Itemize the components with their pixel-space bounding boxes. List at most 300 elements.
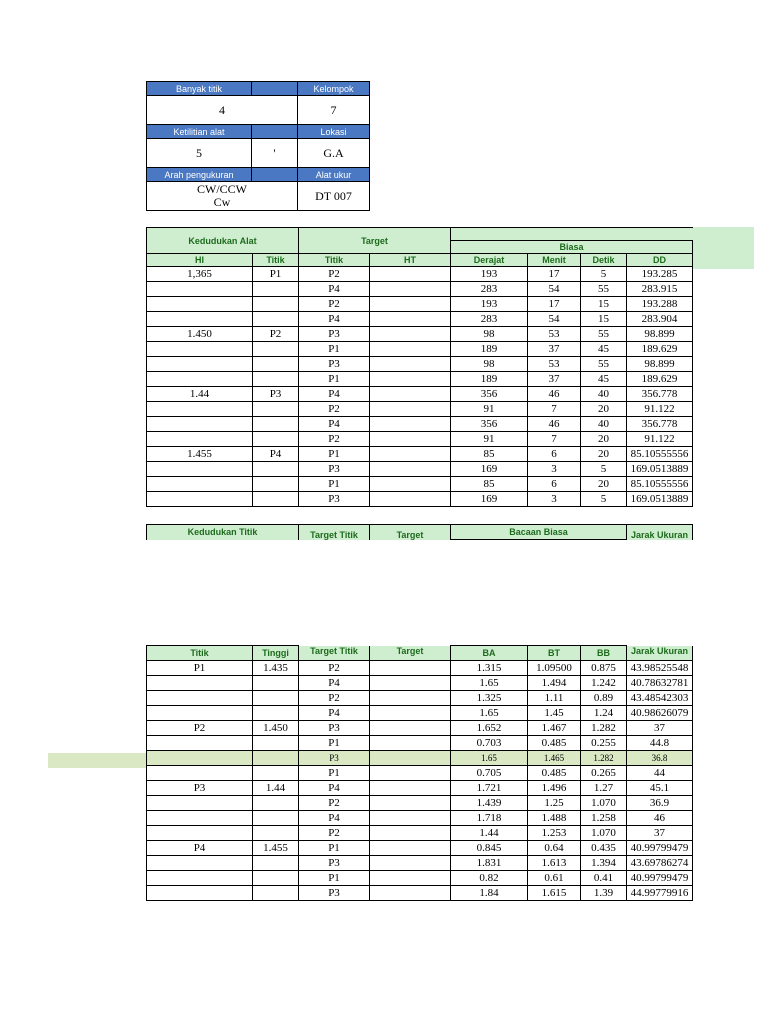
col-header-derajat: Derajat	[451, 254, 528, 267]
lokasi-label: Lokasi	[298, 125, 370, 139]
hi-cell	[147, 462, 253, 477]
dd-cell: 356.778	[627, 387, 693, 402]
derajat-cell: 189	[451, 372, 528, 387]
bb-cell: 1.258	[581, 811, 627, 826]
bb-cell: 0.41	[581, 871, 627, 886]
table-row	[147, 841, 693, 856]
jarak-cell: 40.99799479	[627, 841, 693, 856]
ba-cell: 1.718	[451, 811, 528, 826]
titik-target-cell: P4	[299, 312, 370, 327]
target-titik-header: Target Titik	[299, 525, 370, 540]
bt-cell: 1.253	[528, 826, 581, 841]
ht-cell	[370, 447, 451, 462]
table-row	[147, 886, 693, 901]
ketelitian-unit: '	[252, 139, 298, 168]
ketelitian-value: 5	[147, 139, 252, 168]
target-titik-cell: P3	[299, 856, 370, 871]
titik-cell	[147, 796, 253, 811]
titik-target-cell: P3	[299, 327, 370, 342]
jarak-ukuran-header: Jarak Ukuran	[627, 525, 693, 540]
menit-cell: 17	[528, 267, 581, 282]
bt-cell: 1.613	[528, 856, 581, 871]
target-titik-cell: P2	[299, 826, 370, 841]
tinggi-cell: 1.44	[253, 781, 299, 796]
bt-cell: 1.25	[528, 796, 581, 811]
titik-alat-cell	[253, 312, 299, 327]
bt-cell: 1.615	[528, 886, 581, 901]
biasa-header: Biasa	[451, 241, 693, 254]
bb-cell: 0.265	[581, 766, 627, 781]
table-row	[147, 751, 693, 766]
kelompok-value: 7	[298, 96, 370, 125]
bt-cell: 1.494	[528, 676, 581, 691]
titik-target-cell: P2	[299, 402, 370, 417]
titik-target-cell: P1	[299, 342, 370, 357]
titik-alat-cell	[253, 297, 299, 312]
hi-cell	[147, 402, 253, 417]
titik-alat-cell: P3	[253, 387, 299, 402]
ht-cell	[370, 417, 451, 432]
menit-cell: 7	[528, 402, 581, 417]
target-titik-cell: P2	[299, 661, 370, 676]
titik-alat-cell	[253, 357, 299, 372]
menit-cell: 6	[528, 477, 581, 492]
highlight-band	[48, 753, 146, 768]
menit-cell: 54	[528, 312, 581, 327]
table-row	[147, 327, 693, 342]
ht-cell	[370, 357, 451, 372]
target-cell	[370, 691, 451, 706]
target-cell	[370, 706, 451, 721]
table-row	[147, 312, 693, 327]
col-header-bb: BB	[581, 646, 627, 661]
banyak-titik-label: Banyak titik	[147, 82, 252, 96]
dd-cell: 356.778	[627, 417, 693, 432]
titik-alat-cell	[253, 432, 299, 447]
table-row	[147, 811, 693, 826]
blank-cell	[252, 168, 298, 182]
derajat-cell: 85	[451, 477, 528, 492]
detik-cell: 15	[581, 297, 627, 312]
ba-cell: 1.325	[451, 691, 528, 706]
table-row	[147, 856, 693, 871]
table-row	[147, 282, 693, 297]
menit-cell: 37	[528, 372, 581, 387]
target-titik-cell: P3	[299, 721, 370, 736]
bb-cell: 1.070	[581, 826, 627, 841]
dd-cell: 98.899	[627, 327, 693, 342]
titik-target-cell: P2	[299, 432, 370, 447]
target-cell	[370, 841, 451, 856]
ba-cell: 1.831	[451, 856, 528, 871]
arah-label: Arah pengukuran	[147, 168, 252, 182]
target-cell	[370, 811, 451, 826]
target-titik-cell: P4	[299, 676, 370, 691]
dd-cell: 169.0513889	[627, 462, 693, 477]
titik-cell	[147, 676, 253, 691]
col-header-menit: Menit	[528, 254, 581, 267]
jarak-cell: 46	[627, 811, 693, 826]
menit-cell: 53	[528, 357, 581, 372]
titik-target-cell: P4	[299, 387, 370, 402]
table-row	[147, 447, 693, 462]
table-row	[147, 706, 693, 721]
target-cell	[370, 676, 451, 691]
bt-cell: 1.488	[528, 811, 581, 826]
ht-cell	[370, 342, 451, 357]
blank-cell	[252, 82, 298, 96]
bb-cell: 1.242	[581, 676, 627, 691]
table-row	[147, 492, 693, 507]
tinggi-cell	[253, 886, 299, 901]
tinggi-cell	[253, 826, 299, 841]
titik-alat-cell	[253, 462, 299, 477]
detik-cell: 45	[581, 342, 627, 357]
tinggi-cell	[253, 751, 299, 766]
titik-target-cell: P3	[299, 492, 370, 507]
dd-cell: 283.915	[627, 282, 693, 297]
arah-value	[147, 182, 298, 211]
green-band	[692, 227, 754, 269]
alat-ukur-value: DT 007	[298, 182, 370, 211]
titik-cell	[147, 736, 253, 751]
table-row	[147, 432, 693, 447]
table-row	[147, 781, 693, 796]
target-header: Target	[299, 228, 451, 254]
table-row	[147, 417, 693, 432]
bt-cell: 0.485	[528, 736, 581, 751]
table-row	[147, 826, 693, 841]
derajat-cell: 356	[451, 387, 528, 402]
tinggi-cell	[253, 736, 299, 751]
target-titik-cell: P3	[299, 886, 370, 901]
titik-alat-cell: P2	[253, 327, 299, 342]
hi-cell	[147, 312, 253, 327]
distance-table-header-top	[146, 524, 693, 540]
target-cell	[370, 871, 451, 886]
menit-cell: 53	[528, 327, 581, 342]
titik-cell	[147, 691, 253, 706]
col-header-hi: HI	[147, 254, 253, 267]
jarak-cell: 43.69786274	[627, 856, 693, 871]
tinggi-cell: 1.435	[253, 661, 299, 676]
jarak-cell: 44.8	[627, 736, 693, 751]
titik-cell	[147, 811, 253, 826]
hi-cell	[147, 432, 253, 447]
target-titik-cell: P3	[299, 751, 370, 766]
jarak-cell: 40.98626079	[627, 706, 693, 721]
hi-cell	[147, 372, 253, 387]
ba-cell: 0.705	[451, 766, 528, 781]
table-row	[147, 342, 693, 357]
target-header-2: Target	[370, 525, 451, 540]
target-cell	[370, 721, 451, 736]
bt-cell: 0.485	[528, 766, 581, 781]
derajat-cell: 91	[451, 402, 528, 417]
titik-target-cell: P4	[299, 417, 370, 432]
bt-cell: 1.45	[528, 706, 581, 721]
titik-alat-cell: P4	[253, 447, 299, 462]
titik-target-cell: P2	[299, 297, 370, 312]
titik-cell	[147, 766, 253, 781]
ht-cell	[370, 327, 451, 342]
target-cell	[370, 751, 451, 766]
titik-cell: P4	[147, 841, 253, 856]
jarak-cell: 44.99779916	[627, 886, 693, 901]
distance-table	[146, 645, 693, 901]
titik-alat-cell	[253, 282, 299, 297]
ht-cell	[370, 267, 451, 282]
derajat-cell: 169	[451, 462, 528, 477]
bt-cell: 1.465	[528, 751, 581, 766]
target-cell	[370, 661, 451, 676]
kedudukan-alat-header: Kedudukan Alat	[147, 228, 299, 254]
tinggi-cell	[253, 811, 299, 826]
col-header-ba: BA	[451, 646, 528, 661]
titik-cell	[147, 706, 253, 721]
ba-cell: 1.65	[451, 676, 528, 691]
target-titik-cell: P2	[299, 796, 370, 811]
tinggi-cell	[253, 691, 299, 706]
titik-alat-cell	[253, 342, 299, 357]
ba-cell: 0.703	[451, 736, 528, 751]
banyak-titik-value: 4	[147, 96, 298, 125]
ht-cell	[370, 477, 451, 492]
bt-cell: 1.467	[528, 721, 581, 736]
tinggi-cell	[253, 796, 299, 811]
titik-cell: P3	[147, 781, 253, 796]
detik-cell: 55	[581, 282, 627, 297]
titik-cell	[147, 871, 253, 886]
menit-cell: 3	[528, 492, 581, 507]
bacaan-biasa-header: Bacaan Biasa	[451, 525, 627, 540]
derajat-cell: 283	[451, 312, 528, 327]
jarak-ukuran-header-bottom: Jarak Ukuran	[627, 646, 693, 661]
detik-cell: 20	[581, 402, 627, 417]
info-table	[146, 81, 370, 211]
ht-cell	[370, 492, 451, 507]
table-row	[147, 402, 693, 417]
hi-cell	[147, 342, 253, 357]
ba-cell: 1.315	[451, 661, 528, 676]
titik-target-cell: P1	[299, 477, 370, 492]
titik-alat-cell	[253, 402, 299, 417]
col-header-ht: HT	[370, 254, 451, 267]
menit-cell: 46	[528, 387, 581, 402]
target-titik-cell: P1	[299, 841, 370, 856]
titik-target-cell: P1	[299, 447, 370, 462]
dd-cell: 85.10555556	[627, 447, 693, 462]
col-header-titik-alat: Titik	[253, 254, 299, 267]
dd-cell: 85.10555556	[627, 477, 693, 492]
table-row	[147, 871, 693, 886]
target-cell	[370, 856, 451, 871]
target-titik-cell: P4	[299, 706, 370, 721]
ht-cell	[370, 462, 451, 477]
col-header-titik-target: Titik	[299, 254, 370, 267]
col-header-detik: Detik	[581, 254, 627, 267]
menit-cell: 37	[528, 342, 581, 357]
tinggi-cell: 1.450	[253, 721, 299, 736]
target-titik-cell: P1	[299, 766, 370, 781]
target-titik-cell: P4	[299, 811, 370, 826]
target-titik-cell: P2	[299, 691, 370, 706]
table-row	[147, 372, 693, 387]
arah-value-line-1: CW/CCW	[197, 182, 247, 196]
target-titik-cell: P1	[299, 736, 370, 751]
ba-cell: 0.845	[451, 841, 528, 856]
target-titik-cell: P4	[299, 781, 370, 796]
titik-cell: P2	[147, 721, 253, 736]
menit-cell: 54	[528, 282, 581, 297]
ba-cell: 1.84	[451, 886, 528, 901]
detik-cell: 5	[581, 267, 627, 282]
derajat-cell: 193	[451, 297, 528, 312]
bb-cell: 0.875	[581, 661, 627, 676]
target-cell	[370, 736, 451, 751]
bb-cell: 0.89	[581, 691, 627, 706]
tinggi-cell: 1.455	[253, 841, 299, 856]
bb-cell: 0.255	[581, 736, 627, 751]
bb-cell: 0.435	[581, 841, 627, 856]
ba-cell: 1.652	[451, 721, 528, 736]
table-row	[147, 477, 693, 492]
hi-cell	[147, 477, 253, 492]
detik-cell: 20	[581, 447, 627, 462]
titik-cell	[147, 751, 253, 766]
derajat-cell: 85	[451, 447, 528, 462]
kedudukan-titik-header: Kedudukan Titik	[147, 525, 299, 540]
ba-cell: 1.65	[451, 751, 528, 766]
col-header-bt: BT	[528, 646, 581, 661]
dd-cell: 193.288	[627, 297, 693, 312]
bb-cell: 1.282	[581, 721, 627, 736]
derajat-cell: 356	[451, 417, 528, 432]
ba-cell: 1.65	[451, 706, 528, 721]
col-header-titik: Titik	[147, 646, 253, 661]
hi-cell: 1.44	[147, 387, 253, 402]
jarak-cell: 37	[627, 721, 693, 736]
tinggi-cell	[253, 706, 299, 721]
hi-cell	[147, 357, 253, 372]
hi-cell	[147, 297, 253, 312]
ba-cell: 1.439	[451, 796, 528, 811]
table-row	[147, 661, 693, 676]
bb-cell: 1.282	[581, 751, 627, 766]
menit-cell: 17	[528, 297, 581, 312]
ht-cell	[370, 372, 451, 387]
dd-cell: 189.629	[627, 342, 693, 357]
blank-cell	[252, 125, 298, 139]
derajat-cell: 98	[451, 327, 528, 342]
hi-cell: 1.455	[147, 447, 253, 462]
hi-cell: 1,365	[147, 267, 253, 282]
titik-target-cell: P4	[299, 282, 370, 297]
ba-cell: 1.44	[451, 826, 528, 841]
derajat-cell: 91	[451, 432, 528, 447]
col-header-tinggi: Tinggi	[253, 646, 299, 661]
jarak-cell: 36.8	[627, 751, 693, 766]
dd-cell: 98.899	[627, 357, 693, 372]
detik-cell: 40	[581, 387, 627, 402]
table-row	[147, 766, 693, 781]
titik-target-cell: P1	[299, 372, 370, 387]
bt-cell: 0.64	[528, 841, 581, 856]
derajat-cell: 283	[451, 282, 528, 297]
ba-cell: 1.721	[451, 781, 528, 796]
menit-cell: 7	[528, 432, 581, 447]
table-row	[147, 691, 693, 706]
target-titik-cell: P1	[299, 871, 370, 886]
dd-cell: 91.122	[627, 402, 693, 417]
dd-cell: 283.904	[627, 312, 693, 327]
ht-cell	[370, 387, 451, 402]
ht-cell	[370, 432, 451, 447]
dd-cell: 169.0513889	[627, 492, 693, 507]
jarak-cell: 40.99799479	[627, 871, 693, 886]
detik-cell: 55	[581, 357, 627, 372]
hi-cell	[147, 282, 253, 297]
tinggi-cell	[253, 676, 299, 691]
ht-cell	[370, 402, 451, 417]
target-titik-header-bottom: Target Titik	[299, 646, 370, 661]
dd-cell: 193.285	[627, 267, 693, 282]
detik-cell: 20	[581, 432, 627, 447]
jarak-cell: 45.1	[627, 781, 693, 796]
table-row	[147, 267, 693, 282]
detik-cell: 45	[581, 372, 627, 387]
jarak-cell: 40.78632781	[627, 676, 693, 691]
arah-value-line-2: Cw	[213, 195, 231, 209]
table-row	[147, 796, 693, 811]
ht-cell	[370, 297, 451, 312]
angle-table	[146, 227, 693, 507]
detik-cell: 40	[581, 417, 627, 432]
derajat-cell: 189	[451, 342, 528, 357]
dd-cell: 189.629	[627, 372, 693, 387]
table-row	[147, 736, 693, 751]
derajat-cell: 169	[451, 492, 528, 507]
tinggi-cell	[253, 766, 299, 781]
bb-cell: 1.27	[581, 781, 627, 796]
titik-target-cell: P2	[299, 267, 370, 282]
table-row	[147, 721, 693, 736]
bt-cell: 1.09500	[528, 661, 581, 676]
titik-cell	[147, 826, 253, 841]
titik-target-cell: P3	[299, 462, 370, 477]
lokasi-value: G.A	[298, 139, 370, 168]
alat-ukur-label: Alat ukur	[298, 168, 370, 182]
tinggi-cell	[253, 871, 299, 886]
bb-cell: 1.394	[581, 856, 627, 871]
table-row	[147, 297, 693, 312]
table-row	[147, 676, 693, 691]
jarak-cell: 44	[627, 766, 693, 781]
dd-cell: 91.122	[627, 432, 693, 447]
titik-alat-cell	[253, 477, 299, 492]
derajat-cell: 98	[451, 357, 528, 372]
bb-cell: 1.24	[581, 706, 627, 721]
ba-cell: 0.82	[451, 871, 528, 886]
titik-target-cell: P3	[299, 357, 370, 372]
bt-cell: 1.11	[528, 691, 581, 706]
jarak-cell: 43.48542303	[627, 691, 693, 706]
table-row	[147, 387, 693, 402]
menit-cell: 3	[528, 462, 581, 477]
table-row	[147, 357, 693, 372]
menit-cell: 6	[528, 447, 581, 462]
col-header-dd: DD	[627, 254, 693, 267]
